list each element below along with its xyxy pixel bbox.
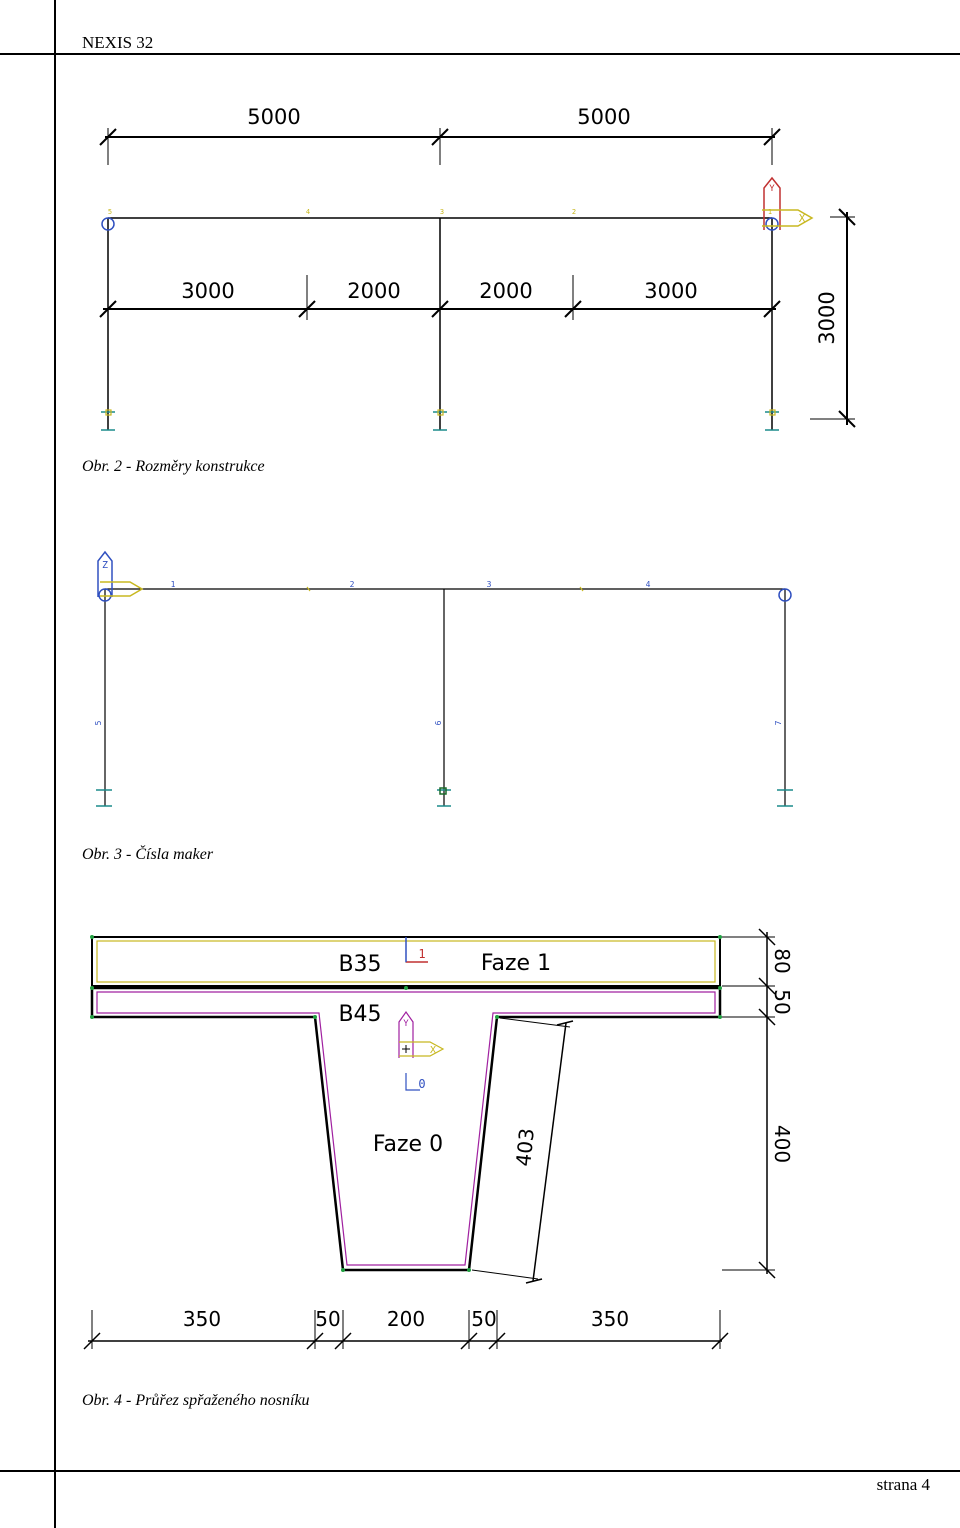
figure3-labels — [183, 947, 794, 1331]
figure-caption: Obr. 3 - Čísla maker — [82, 846, 214, 863]
dim-top-2: 5000 — [577, 105, 631, 129]
column-number: 6 — [434, 720, 443, 726]
column-number: 7 — [774, 720, 783, 726]
axis-y-label: Y — [769, 184, 775, 194]
phase-label-bottom: Faze 0 — [372, 1132, 444, 1157]
dim-bottom-1: 350 — [182, 1307, 222, 1331]
node-number: 4 — [305, 208, 311, 216]
phase-marker-1: 1 — [418, 947, 426, 961]
figure-caption: Obr. 4 - Průřez spřaženého nosníku — [82, 1392, 310, 1409]
page-header: NEXIS 32 — [82, 33, 154, 52]
phase-label-top: Faze 1 — [480, 951, 552, 976]
dim-bottom-5: 350 — [590, 1307, 630, 1331]
page-number: strana 4 — [876, 1475, 930, 1494]
phase-marker-0: 0 — [418, 1077, 426, 1091]
dim-mid-1: 3000 — [181, 279, 235, 303]
dim-mid-2: 2000 — [347, 279, 401, 303]
node-number: 2 — [571, 208, 577, 216]
column-number: 5 — [94, 720, 103, 726]
dim-slant: 403 — [511, 1127, 539, 1168]
dim-bottom-3: 200 — [386, 1307, 426, 1331]
node-number: 1 — [767, 208, 773, 216]
material-label-bottom: B45 — [338, 1002, 382, 1027]
dim-mid-4: 3000 — [644, 279, 698, 303]
beam-number: 4 — [645, 580, 651, 589]
dim-right-2: 50 — [770, 989, 794, 1015]
beam-number: 1 — [170, 580, 176, 589]
dim-bottom-4: 50 — [471, 1307, 497, 1331]
axis-z-label: Z — [101, 560, 109, 571]
beam-number: 2 — [349, 580, 355, 589]
section-axis-x-label: X — [429, 1045, 437, 1056]
node-number: 3 — [439, 208, 445, 216]
dim-right-3: 400 — [770, 1124, 794, 1164]
dim-height: 3000 — [815, 291, 839, 345]
dim-top-1: 5000 — [247, 105, 301, 129]
node-number: 5 — [107, 208, 113, 216]
dim-mid-3: 2000 — [479, 279, 533, 303]
section-axis-y-label: Y — [403, 1019, 409, 1029]
figure-member-numbers — [96, 552, 793, 806]
figure2-labels — [94, 560, 783, 725]
dim-bottom-2: 50 — [315, 1307, 341, 1331]
material-label-top: B35 — [338, 952, 382, 977]
axis-x-label: X — [798, 212, 806, 225]
dim-right-1: 80 — [770, 948, 794, 974]
figure-caption: Obr. 2 - Rozměry konstrukce — [82, 458, 265, 475]
beam-number: 3 — [486, 580, 492, 589]
